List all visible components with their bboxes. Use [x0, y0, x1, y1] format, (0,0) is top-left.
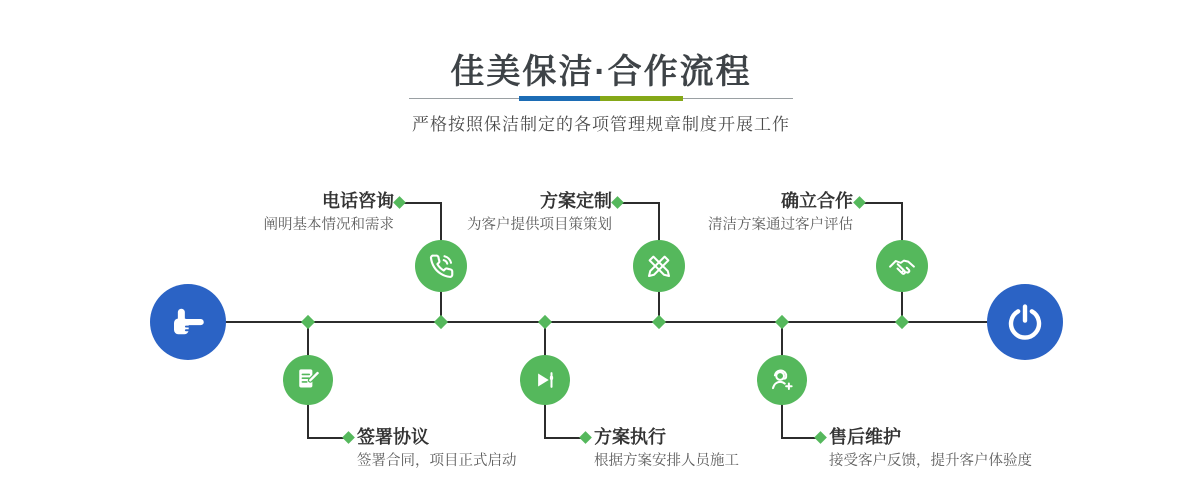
timeline-diamond: [301, 315, 315, 329]
handshake-icon: [887, 251, 917, 281]
step-icon-circle: [283, 355, 333, 405]
step-label: [264, 190, 395, 235]
step-title: 售后维护: [829, 427, 901, 447]
step-description: 根据方案安排人员施工: [594, 453, 739, 469]
step-title: 方案定制: [540, 191, 612, 211]
step-title: 电话咨询: [322, 191, 394, 211]
power-icon: [1004, 301, 1046, 343]
step-description: 清洁方案通过客户评估: [708, 217, 853, 233]
page-subtitle: 严格按照保洁制定的各项管理规章制度开展工作: [412, 115, 790, 134]
divider-green-segment: [600, 96, 683, 101]
crossed-pencils-icon: [644, 251, 674, 281]
timeline-diamond: [895, 315, 909, 329]
title-divider: [409, 96, 793, 101]
end-node: [987, 284, 1063, 360]
elbow-diamond: [393, 196, 406, 209]
step-icon-circle: [876, 240, 928, 292]
step-description: 签署合同，项目正式启动: [357, 453, 517, 469]
start-node: [150, 284, 226, 360]
elbow-diamond: [611, 196, 624, 209]
elbow-diamond: [342, 431, 355, 444]
step-icon-circle: [415, 240, 467, 292]
customer-service-icon: [767, 365, 797, 395]
step-description: 接受客户反馈，提升客户体验度: [829, 453, 1032, 469]
divider-blue-segment: [519, 96, 600, 101]
connector-line: [622, 202, 660, 204]
timeline-diamond: [434, 315, 448, 329]
step-icon-circle: [633, 240, 685, 292]
step-label: [708, 190, 853, 235]
step-label: [594, 426, 739, 471]
connector-line: [404, 202, 442, 204]
signed-document-icon: [293, 365, 323, 395]
elbow-diamond: [853, 196, 866, 209]
play-slider-icon: [530, 365, 560, 395]
connector-line: [545, 437, 582, 439]
pointing-hand-icon: [167, 301, 209, 343]
step-label: [829, 426, 1032, 471]
timeline-diamond: [775, 315, 789, 329]
timeline-diamond: [652, 315, 666, 329]
elbow-diamond: [814, 431, 827, 444]
step-label: [467, 190, 612, 235]
step-title: 签署协议: [357, 427, 429, 447]
step-description: 阐明基本情况和需求: [263, 217, 394, 233]
step-title: 方案执行: [594, 427, 666, 447]
phone-icon: [426, 251, 456, 281]
page-title: 佳美保洁·合作流程: [450, 53, 752, 91]
step-description: 为客户提供项目策策划: [467, 217, 612, 233]
step-title: 确立合作: [781, 191, 853, 211]
connector-line: [864, 202, 903, 204]
timeline-diamond: [538, 315, 552, 329]
connector-line: [308, 437, 345, 439]
elbow-diamond: [579, 431, 592, 444]
connector-line: [782, 437, 817, 439]
divider-accent: [519, 96, 683, 101]
step-icon-circle: [520, 355, 570, 405]
step-icon-circle: [757, 355, 807, 405]
step-label: [357, 426, 517, 471]
